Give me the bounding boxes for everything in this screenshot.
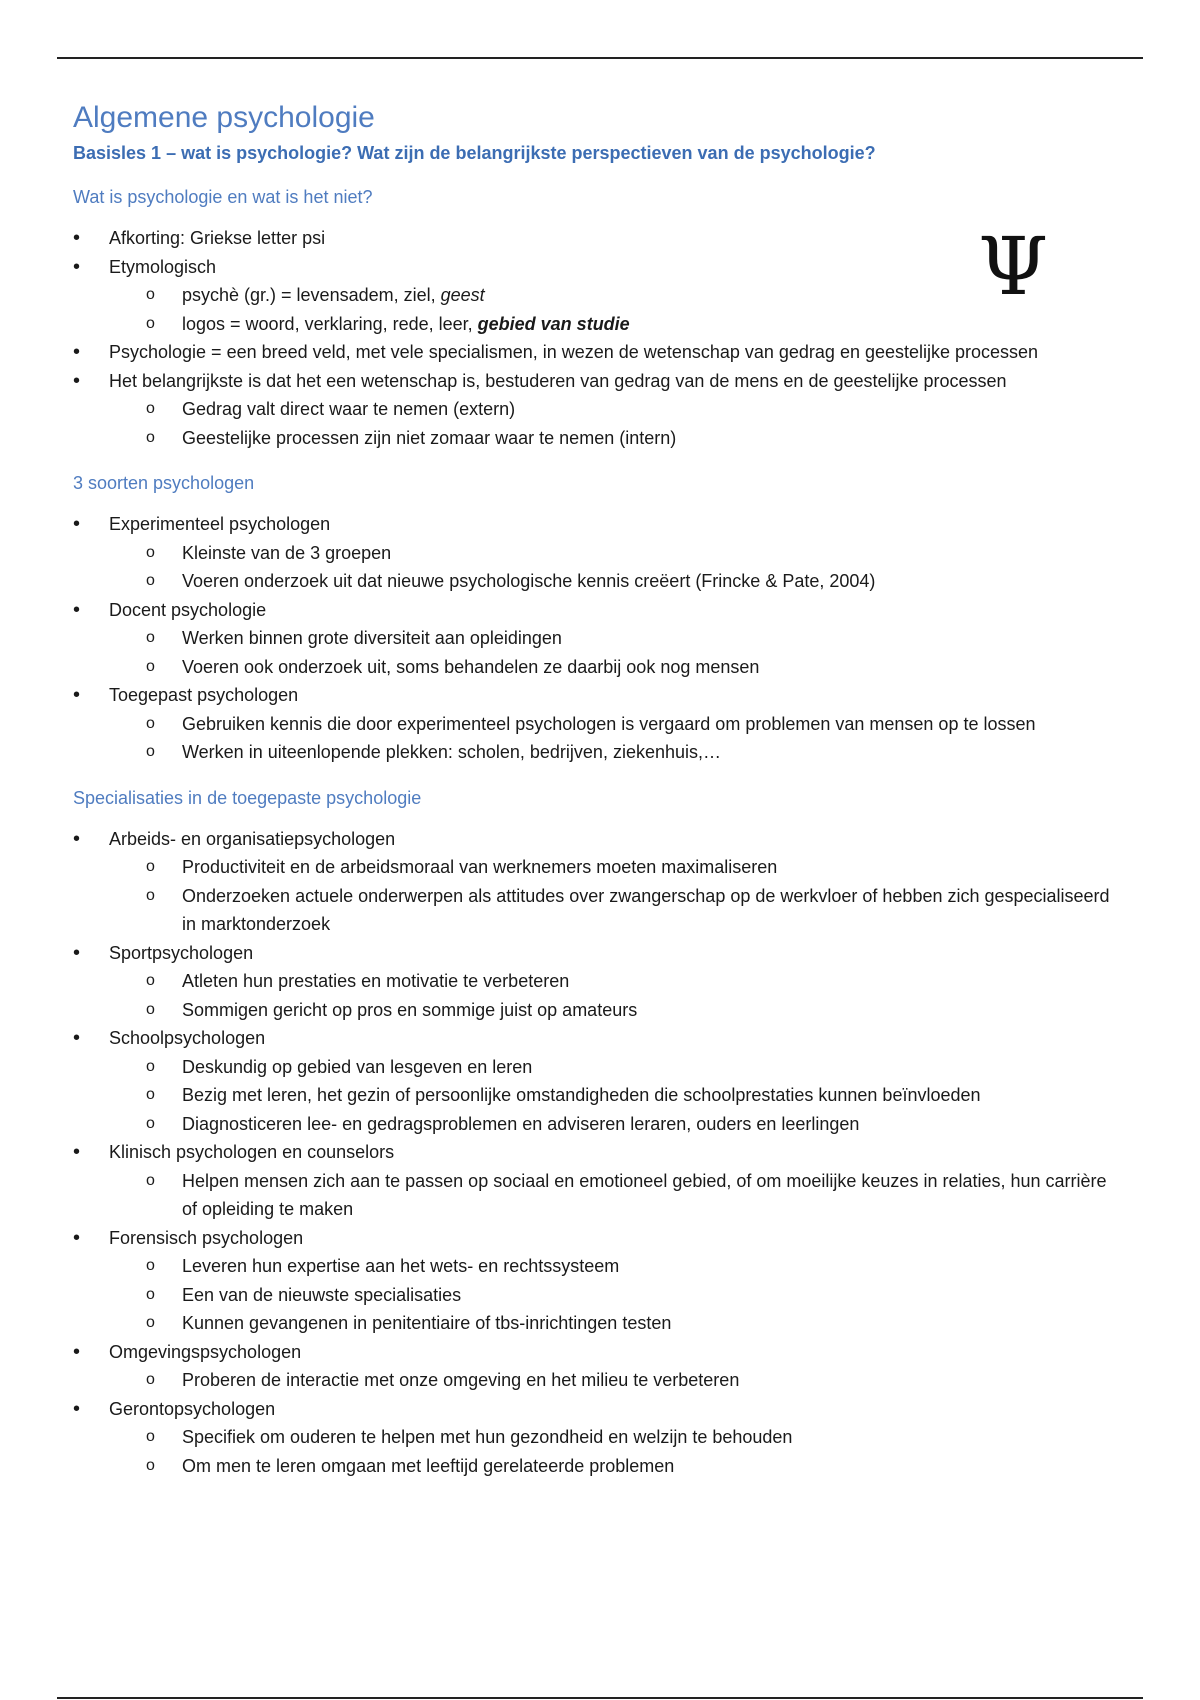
sub-list xyxy=(109,539,1113,596)
list-item-text: Experimenteel psychologen xyxy=(109,514,331,534)
document-body xyxy=(73,96,1113,1480)
list-item xyxy=(73,1395,1113,1481)
sub-list-item: o Specifiek om ouderen te helpen met hun gezondheid en welzijn te behouden xyxy=(73,1423,1113,1452)
sub-list-item: o Werken in uiteenlopende plekken: scholen, bedrijven, ziekenhuis,… xyxy=(73,738,1113,767)
sub-list xyxy=(109,853,1113,939)
sub-list xyxy=(109,624,1113,681)
sub-list-item: o Geestelijke processen zijn niet zomaar waar te nemen (intern) xyxy=(73,424,1113,453)
sub-list-item: o Voeren onderzoek uit dat nieuwe psychologische kennis creëert (Frincke & Pate, 2004) xyxy=(73,567,1113,596)
bullet-list xyxy=(73,510,1113,767)
list-item xyxy=(73,1024,1113,1138)
list-item-text: Afkorting: Griekse letter psi xyxy=(109,228,326,248)
sub-list-item xyxy=(73,281,1113,310)
section-heading-three-types: 3 soorten psychologen xyxy=(73,473,255,493)
list-item-text: Arbeids- en organisatiepsychologen xyxy=(109,828,396,849)
list-item-text: Omgevingspsychologen xyxy=(109,1341,302,1362)
list-item xyxy=(73,253,1113,339)
document-subtitle: Basisles 1 – wat is psychologie? Wat zijn de belangrijkste perspectieven van de psychologie? xyxy=(73,143,876,163)
sub-list-item: o Kleinste van de 3 groepen xyxy=(73,539,1113,568)
sub-list-item: o Gebruiken kennis die door experimenteel psychologen is vergaard om problemen van mensen op te lossen xyxy=(73,710,1113,739)
list-item-text: Toegepast psychologen xyxy=(109,685,299,705)
sub-list-item: o Werken binnen grote diversiteit aan opleidingen xyxy=(73,624,1113,653)
list-item xyxy=(73,939,1113,1025)
sub-list-item: o Gedrag valt direct waar te nemen (extern) xyxy=(73,395,1113,424)
sub-list-item: o Diagnosticeren lee- en gedragsproblemen en adviseren leraren, ouders en leerlingen xyxy=(73,1110,1113,1139)
sub-list xyxy=(109,1167,1113,1224)
sub-list-item: o Kunnen gevangenen in penitentiaire of tbs-inrichtingen testen xyxy=(73,1309,1113,1338)
list-item-text: Klinisch psychologen en counselors xyxy=(109,1142,395,1162)
sub-list xyxy=(109,967,1113,1024)
sub-list-item: o Een van de nieuwste specialisaties xyxy=(73,1281,1113,1310)
emphasis-text: gebied van studie xyxy=(477,313,630,334)
sub-list-item: o Om men te leren omgaan met leeftijd gerelateerde problemen xyxy=(73,1452,1113,1481)
sub-list-item-text: psychè (gr.) = levensadem, ziel, xyxy=(182,285,441,305)
list-item xyxy=(73,681,1113,767)
list-item-text: Etymologisch xyxy=(109,256,217,277)
emphasis-text: geest xyxy=(440,285,485,305)
sub-list-item: o Leveren hun expertise aan het wets- en rechtssysteem xyxy=(73,1252,1113,1281)
sub-list-item: o Productiviteit en de arbeidsmoraal van werknemers moeten maximaliseren xyxy=(73,853,1113,882)
list-item xyxy=(73,1224,1113,1338)
sub-list xyxy=(109,1252,1113,1338)
sub-list xyxy=(109,395,1113,452)
sub-list-item: o Deskundig op gebied van lesgeven en leren xyxy=(73,1053,1113,1082)
list-item xyxy=(73,1338,1113,1395)
sub-list-item: o Voeren ook onderzoek uit, soms behandelen ze daarbij ook nog mensen xyxy=(73,653,1113,682)
list-item-text: Docent psychologie xyxy=(109,599,267,620)
list-item-text: Het belangrijkste is dat het een wetenschap is, bestuderen van gedrag van de mens en de geestelijke processen xyxy=(109,370,1007,391)
sub-list-item: o Onderzoeken actuele onderwerpen als attitudes over zwangerschap op de werkvloer of hebben zich gespecialiseerd in marktonderzoek xyxy=(73,882,1113,939)
sub-list-item: o Helpen mensen zich aan te passen op sociaal en emotioneel gebied, of om moeilijke keuzes in relaties, hun carrière of opleiding te maken xyxy=(73,1167,1113,1224)
sub-list xyxy=(109,1053,1113,1139)
list-item-text: Sportpsychologen xyxy=(109,942,254,963)
sub-list-item: o Bezig met leren, het gezin of persoonlijke omstandigheden die schoolprestaties kunnen beïnvloeden xyxy=(73,1081,1113,1110)
sub-list-item: o Proberen de interactie met onze omgeving en het milieu te verbeteren xyxy=(73,1366,1113,1395)
sub-list xyxy=(109,281,1113,338)
section-heading-what-is-psychology: Wat is psychologie en wat is het niet? xyxy=(73,187,373,207)
list-item xyxy=(73,596,1113,682)
sub-list-item xyxy=(73,310,1113,339)
list-item-text: Psychologie = een breed veld, met vele specialismen, in wezen de wetenschap van gedrag en geestelijke processen xyxy=(109,342,1039,362)
psi-symbol: Ψ xyxy=(978,220,1049,313)
list-item xyxy=(73,825,1113,939)
sub-list-item: o Atleten hun prestaties en motivatie te verbeteren xyxy=(73,967,1113,996)
list-item xyxy=(73,367,1113,453)
list-item xyxy=(73,1138,1113,1224)
list-item-text: Gerontopsychologen xyxy=(109,1398,276,1419)
section-heading-specializations: Specialisaties in de toegepaste psychologie xyxy=(73,787,422,808)
list-item xyxy=(73,338,1113,367)
list-item xyxy=(73,510,1113,596)
header-rule xyxy=(57,57,1143,59)
footer-rule xyxy=(57,1697,1143,1699)
document-title: Algemene psychologie xyxy=(73,101,375,134)
sub-list-item: o Sommigen gericht op pros en sommige juist op amateurs xyxy=(73,996,1113,1025)
list-item-text: Forensisch psychologen xyxy=(109,1227,304,1248)
list-item xyxy=(73,224,1113,253)
list-item-text: Schoolpsychologen xyxy=(109,1028,266,1048)
bullet-list xyxy=(73,825,1113,1481)
sub-list-item-text: logos = woord, verklaring, rede, leer, xyxy=(182,313,478,334)
bullet-list xyxy=(73,220,1113,452)
sub-list xyxy=(109,1423,1113,1480)
sub-list xyxy=(109,1366,1113,1395)
sub-list xyxy=(109,710,1113,767)
